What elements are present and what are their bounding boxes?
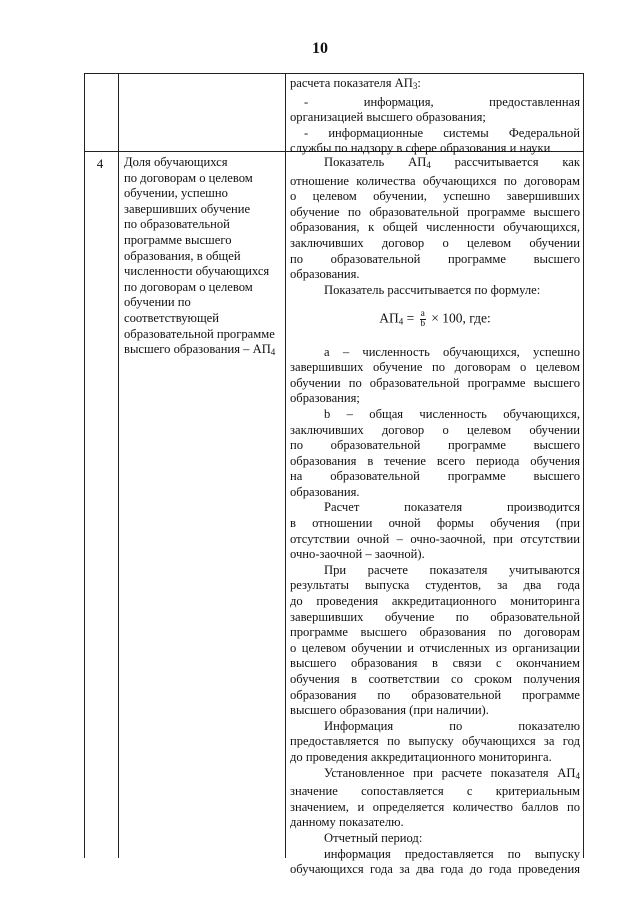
prev-line-4: - информационные системы Федеральной: [304, 125, 580, 140]
results-line: завершивших обучение по образовательной: [290, 609, 580, 624]
table-left-border: [84, 73, 85, 858]
indicator-line: по образовательной: [124, 217, 230, 232]
table-top-border: [84, 73, 584, 74]
table-right-border: [583, 73, 584, 858]
results-line: высшего образования (при наличии).: [290, 703, 489, 718]
prev-line-2: - информация, предоставленная: [304, 94, 580, 109]
desc-line: образования, к общей численности обучающихся,: [290, 220, 580, 235]
formula-intro: Показатель рассчитывается по формуле:: [324, 282, 541, 297]
def-b-line: образования в течение всего периода обучения: [290, 453, 580, 468]
def-b-line: на образовательной программе высшего: [290, 469, 580, 484]
value-line: значением, и определяется количество баллов по: [290, 799, 580, 814]
period-label: Отчетный период:: [324, 830, 423, 845]
prev-line-5: службы по надзору в сфере образования и науки: [290, 141, 551, 156]
info-line: Информация по показателю: [324, 718, 580, 733]
desc-line: образования.: [290, 267, 360, 282]
desc-line: Показатель $АП_4$ рассчитывается как: [324, 155, 580, 170]
indicator-line: образования, в общей: [124, 248, 241, 263]
desc-line: заключивших договор о целевом обучении: [290, 235, 580, 250]
page-number: 10: [312, 40, 328, 57]
def-a-line: завершивших обучение по договорам о целевом: [290, 360, 580, 375]
calc-line: Расчет показателя производится: [324, 500, 580, 515]
period-line: обучающихся года за два года до года проведения: [290, 862, 580, 877]
indicator-name: [124, 155, 284, 361]
value-line: значение сопоставляется с критериальным: [290, 784, 580, 799]
period-line: информация предоставляется по выпуску: [324, 846, 580, 861]
def-a-line: a – численность обучающихся, успешно: [324, 344, 580, 359]
indicator-line: обучении по: [124, 295, 191, 310]
value-line: данному показателю.: [290, 815, 404, 830]
indicator-line: программе высшего: [124, 232, 232, 247]
desc-line: отношение количества обучающихся по договорам: [290, 173, 580, 188]
calc-line: в отношении очной формы обучения (при: [290, 516, 580, 531]
results-line: до проведения аккредитационного мониторинга: [290, 594, 580, 609]
results-line: образования по образовательной программе: [290, 687, 580, 702]
indicator-line: по договорам о целевом: [124, 279, 253, 294]
calc-line: очно-заочной – заочной).: [290, 547, 425, 562]
results-line: обучения в соответствии со сроком получения: [290, 672, 580, 686]
value-line: Установленное при расчете показателя $АП_4$: [324, 765, 580, 781]
indicator-line: по договорам о целевом: [124, 170, 253, 185]
prev-row-text: [290, 76, 580, 157]
indicator-line: обучении, успешно: [124, 186, 228, 201]
indicator-line: образовательной программе: [124, 326, 275, 341]
calc-line: отсутствии очной – очно-заочной, при отсутствии: [290, 531, 580, 546]
def-b-line: по образовательной программе высшего: [290, 438, 580, 453]
def-b-line: заключивших договор о целевом обучении: [290, 422, 580, 437]
column-divider-2: [285, 73, 286, 858]
column-divider-1: [118, 73, 119, 858]
info-line: предоставляется по выпуску обучающихся за год: [290, 734, 580, 749]
formula: $АП_4$ = $\frac{a}{b}$ × 100, где:: [379, 309, 491, 330]
def-a-line: обучении по образовательной программе высшего: [290, 375, 580, 390]
indicator-line: завершивших обучение: [124, 201, 251, 216]
indicator-line: Доля обучающихся: [124, 155, 228, 169]
def-b-line: образования.: [290, 484, 360, 499]
results-line: При расчете показателя учитываются: [324, 562, 580, 577]
prev-line-3: организацией высшего образования;: [290, 110, 486, 125]
desc-line: по образовательной программе высшего: [290, 251, 580, 266]
def-a-line: образования;: [290, 391, 360, 406]
desc-line: обучение по образовательной программе высшего: [290, 204, 580, 219]
results-line: высшего образования в связи с окончанием: [290, 656, 580, 671]
info-line: до проведения аккредитационного мониторинга.: [290, 749, 552, 764]
results-line: результаты выпуска студентов, за два года: [290, 578, 580, 593]
row-number: 4: [96, 156, 104, 171]
results-line: программе высшего образования по договорам: [290, 625, 580, 640]
indicator-line: численности обучающихся: [124, 264, 270, 279]
def-b-line: b – общая численность обучающихся,: [324, 406, 580, 421]
prev-line-1: расчета показателя $АП_3$:: [290, 76, 421, 91]
desc-line: о целевом обучении, успешно завершивших: [290, 189, 580, 204]
indicator-description: [290, 155, 580, 878]
results-line: о целевом обучении и отчисленных из организации: [290, 640, 580, 655]
indicator-line: высшего образования – $АП_4$: [124, 342, 276, 358]
fraction: $\frac{a}{b}$: [420, 309, 426, 330]
indicator-line: соответствующей: [124, 310, 219, 325]
